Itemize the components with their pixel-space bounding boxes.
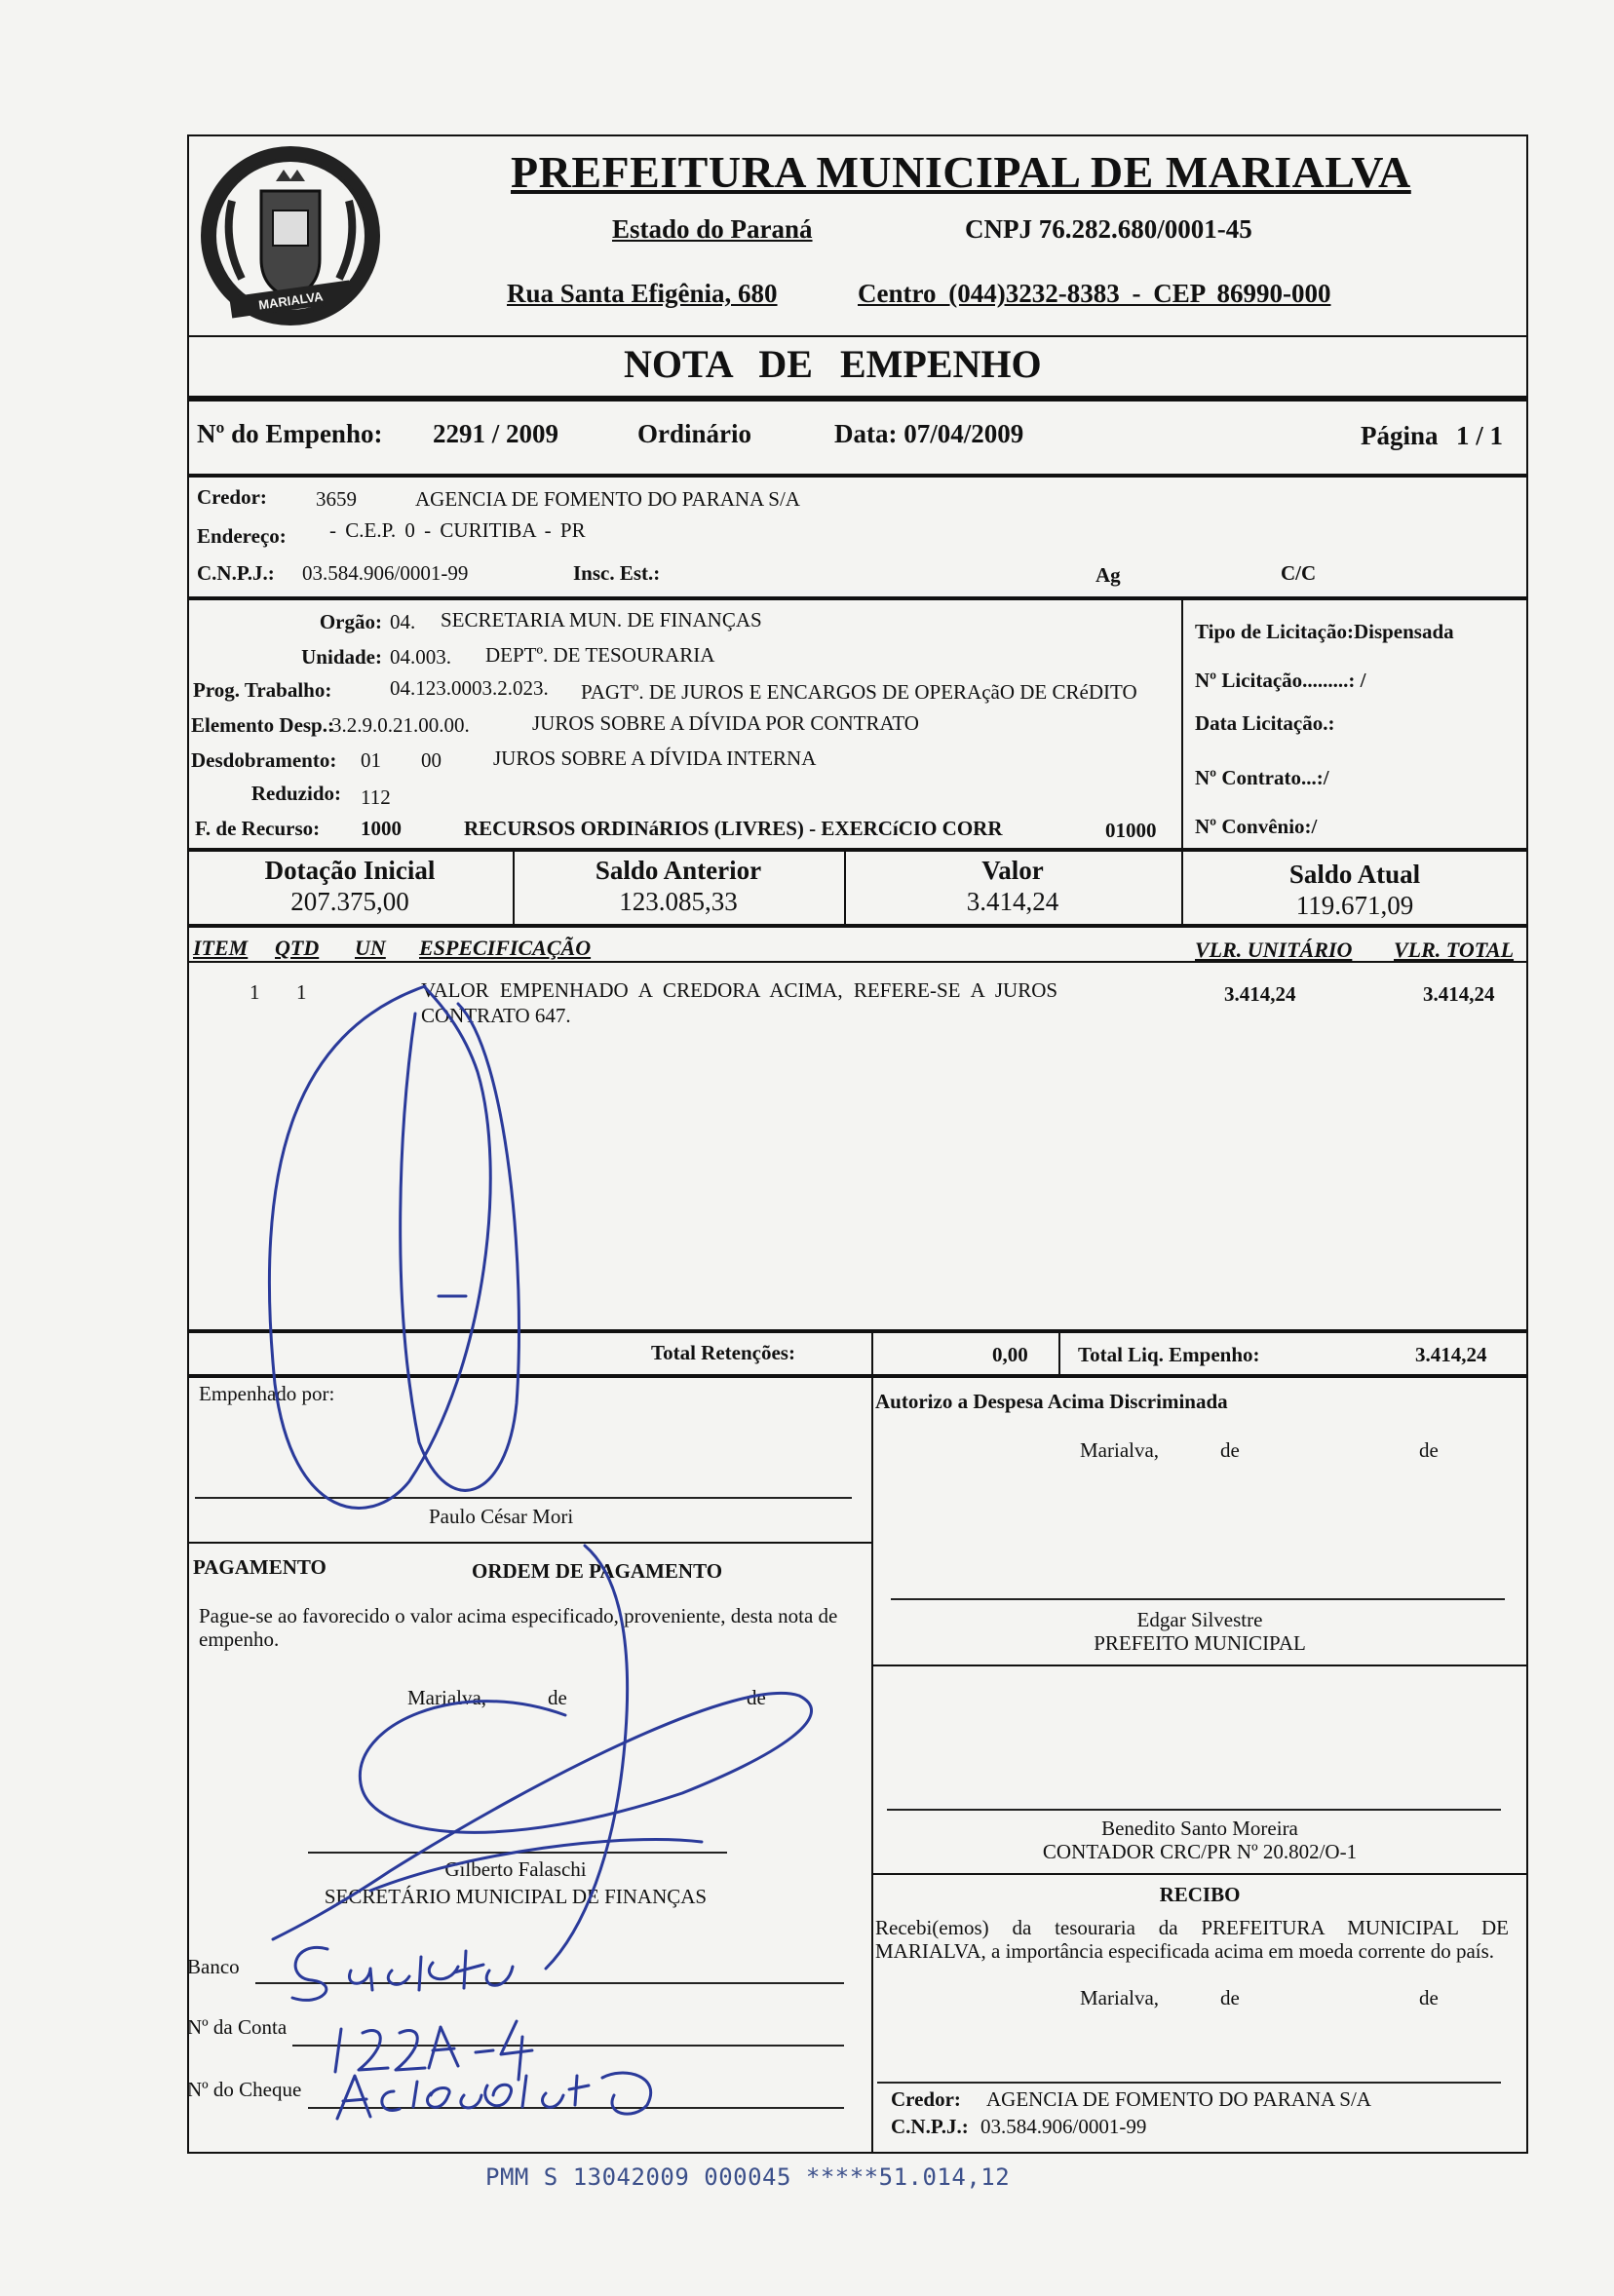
prefeito-nome: Edgar Silvestre (1136, 1608, 1263, 1631)
elemento-code: 3.2.9.0.21.00.00. (331, 713, 470, 737)
cheque-line (308, 2107, 844, 2109)
header-street: Rua Santa Efigênia, 680 (507, 279, 778, 308)
ordem-pagamento-label: ORDEM DE PAGAMENTO (472, 1559, 723, 1583)
empenhado-signature-line (195, 1497, 852, 1499)
recibo-credor-value: AGENCIA DE FOMENTO DO PARANA S/A (986, 2087, 1371, 2111)
recibo-cnpj-label: C.N.P.J.: (891, 2115, 969, 2138)
desdobramento-label: Desdobramento: (191, 748, 337, 772)
header-cnpj: CNPJ 76.282.680/0001-45 (965, 214, 1252, 244)
prefeito-cargo: PREFEITO MUNICIPAL (1094, 1631, 1306, 1655)
header-state: Estado do Paraná (612, 214, 813, 244)
total-retencoes-label: Total Retenções: (651, 1341, 795, 1364)
conta-corrente-label: C/C (1281, 561, 1317, 585)
cheque-label: Nº do Cheque (187, 2078, 302, 2101)
recibo-de2: de (1419, 1986, 1439, 2009)
desdobramento-code2: 00 (421, 748, 442, 772)
contador-signature-line (887, 1809, 1501, 1811)
autorizo-de2: de (1419, 1438, 1439, 1462)
city-coat-of-arms-logo (193, 142, 388, 335)
licitacao-numero: Nº Licitação.........: / (1195, 669, 1366, 692)
contador-bottom-rule (871, 1873, 1528, 1875)
licitacao-contrato: Nº Contrato...:/ (1195, 766, 1329, 789)
licitacao-tipo: Tipo de Licitação:Dispensada (1195, 620, 1454, 643)
orgao-label: Orgão: (319, 610, 382, 633)
insc-est-label: Insc. Est.: (573, 561, 661, 585)
saldo-atual-label: Saldo Atual (1288, 860, 1421, 889)
orgao-name: SECRETARIA MUN. DE FINANÇAS (441, 608, 762, 631)
banco-label: Banco (187, 1955, 240, 1978)
assinaturas-center-divider (871, 1376, 873, 2154)
row-item: 1 (250, 980, 260, 1004)
licitacao-convenio: Nº Convênio:/ (1195, 815, 1318, 838)
empenho-type: Ordinário (637, 419, 752, 448)
recibo-text: Recebi(emos) da tesouraria da PREFEITURA MUNICIPAL DE MARIALVA, a importância especificada acima em moeda corrente do país. (875, 1916, 1509, 1963)
elemento-label: Elemento Desp.: (191, 713, 334, 737)
svg-text:MARIALVA: MARIALVA (257, 288, 325, 313)
row-vlr-unitario: 3.414,24 (1224, 982, 1296, 1006)
recibo-local: Marialva, (1080, 1986, 1160, 2009)
elemento-name: JUROS SOBRE A DÍVIDA POR CONTRATO (532, 711, 919, 735)
autorizo-bottom-rule (871, 1665, 1528, 1666)
banco-line (255, 1982, 844, 1984)
prog-trabalho-code: 04.123.0003.2.023. (390, 676, 549, 700)
pagamento-de2: de (747, 1686, 766, 1709)
col-qtd: QTD (275, 936, 320, 960)
col-un: UN (355, 936, 386, 960)
licitacao-data: Data Licitação.: (1195, 711, 1335, 735)
prog-trabalho-name: PAGTº. DE JUROS E ENCARGOS DE OPERAçãO DE CRéDITO (581, 680, 1137, 704)
footer-stamp: PMM S 13042009 000045 *****51.014,12 (485, 2163, 1011, 2191)
autorizo-local: Marialva, (1080, 1438, 1160, 1462)
unidade-name: DEPTº. DE TESOURARIA (485, 643, 715, 667)
conta-label: Nº da Conta (187, 2015, 288, 2039)
empenho-date: Data: 07/04/2009 (834, 419, 1024, 448)
row-qtd: 1 (296, 980, 307, 1004)
page-label: Página (1361, 421, 1439, 450)
credor-receipt-line (877, 2082, 1501, 2084)
header-contact: Centro (044)3232-8383 - CEP 86990-000 (858, 279, 1331, 308)
total-liq-label: Total Liq. Empenho: (1078, 1343, 1260, 1366)
contador-cargo: CONTADOR CRC/PR Nº 20.802/O-1 (1042, 1840, 1358, 1863)
pague-se-text: Pague-se ao favorecido o valor acima especificado, proveniente, desta nota de empenho. (199, 1604, 838, 1651)
row-espec-line1: VALOR EMPENHADO A CREDORA ACIMA, REFERE-SE A JUROS (421, 978, 1058, 1002)
recurso-label: F. de Recurso: (195, 817, 321, 840)
row-vlr-total: 3.414,24 (1423, 982, 1495, 1006)
header-divider (187, 335, 1528, 337)
saldo-atual-value: 119.671,09 (1295, 891, 1414, 920)
empenho-number: 2291 / 2009 (433, 419, 559, 448)
conta-line (292, 2045, 844, 2047)
col-vlr-total: VLR. TOTAL (1394, 938, 1515, 962)
total-liq-value: 3.414,24 (1415, 1343, 1487, 1366)
endereco-label: Endereço: (197, 524, 287, 548)
secretario-signature-line (308, 1852, 727, 1854)
recibo-de1: de (1220, 1986, 1240, 2009)
saldo-anterior-label: Saldo Anterior (595, 856, 762, 885)
recurso-code2: 01000 (1105, 819, 1157, 842)
secretario-nome: Gilberto Falaschi (444, 1857, 587, 1881)
col-vlr-unitario: VLR. UNITÁRIO (1195, 938, 1353, 962)
autorizo-de1: de (1220, 1438, 1240, 1462)
recurso-name: RECURSOS ORDINáRIOS (LIVRES) - EXERCíCIO CORR (464, 817, 1003, 840)
assinaturas-box (187, 1376, 1528, 2154)
pagamento-label: PAGAMENTO (193, 1555, 327, 1579)
pagamento-de1: de (548, 1686, 567, 1709)
recibo-cnpj-value: 03.584.906/0001-99 (980, 2115, 1147, 2138)
endereco-value: - C.E.P. 0 - CURITIBA - PR (329, 518, 586, 542)
prefeito-signature-line (891, 1598, 1505, 1600)
retencoes-row (187, 1331, 1528, 1376)
total-retencoes-value: 0,00 (992, 1343, 1028, 1366)
orgao-code: 04. (390, 610, 416, 633)
col-item: ITEM (193, 936, 249, 960)
retencoes-div-2 (1058, 1331, 1060, 1376)
dotacao-label: Dotação Inicial (264, 856, 436, 885)
recibo-title: RECIBO (1159, 1883, 1241, 1906)
empenhado-por-label: Empenhado por: (199, 1382, 335, 1405)
cnpj-label: C.N.P.J.: (197, 561, 275, 585)
row-espec-line2: CONTRATO 647. (421, 1004, 571, 1027)
saldo-anterior-value: 123.085,33 (619, 887, 738, 916)
contador-nome: Benedito Santo Moreira (1101, 1817, 1298, 1840)
unidade-label: Unidade: (301, 645, 382, 669)
document-title: NOTA DE EMPENHO (624, 342, 1042, 386)
col-especificacao: ESPECIFICAÇÃO (419, 936, 592, 960)
cnpj-value: 03.584.906/0001-99 (302, 561, 469, 585)
empenho-label: Nº do Empenho: (197, 419, 383, 448)
page-number: 1 / 1 (1456, 421, 1504, 450)
empenhado-bottom-rule (187, 1542, 871, 1544)
recurso-code: 1000 (361, 817, 402, 840)
desdobramento-code1: 01 (361, 748, 381, 772)
valor-value: 3.414,24 (966, 887, 1059, 916)
credor-name: AGENCIA DE FOMENTO DO PARANA S/A (415, 487, 800, 511)
reduzido-label: Reduzido: (250, 782, 341, 805)
reduzido-value: 112 (361, 785, 391, 809)
autorizo-label: Autorizo a Despesa Acima Discriminada (875, 1390, 1228, 1413)
pagamento-local: Marialva, (407, 1686, 487, 1709)
agencia-label: Ag (1095, 563, 1121, 587)
header-title: PREFEITURA MUNICIPAL DE MARIALVA (511, 147, 1411, 197)
recibo-credor-label: Credor: (891, 2087, 961, 2111)
credor-code: 3659 (316, 487, 357, 511)
dotacao-value: 207.375,00 (290, 887, 409, 916)
prog-trabalho-label: Prog. Trabalho: (193, 678, 332, 702)
credor-label: Credor: (197, 485, 267, 509)
valor-label: Valor (981, 856, 1044, 885)
secretario-cargo: SECRETÁRIO MUNICIPAL DE FINANÇAS (324, 1885, 708, 1908)
unidade-code: 04.003. (390, 645, 451, 669)
desdobramento-name: JUROS SOBRE A DÍVIDA INTERNA (493, 746, 817, 770)
classificacao-divider (1181, 598, 1183, 850)
retencoes-div-1 (871, 1331, 873, 1376)
empenhado-por-nome: Paulo César Mori (429, 1505, 574, 1528)
